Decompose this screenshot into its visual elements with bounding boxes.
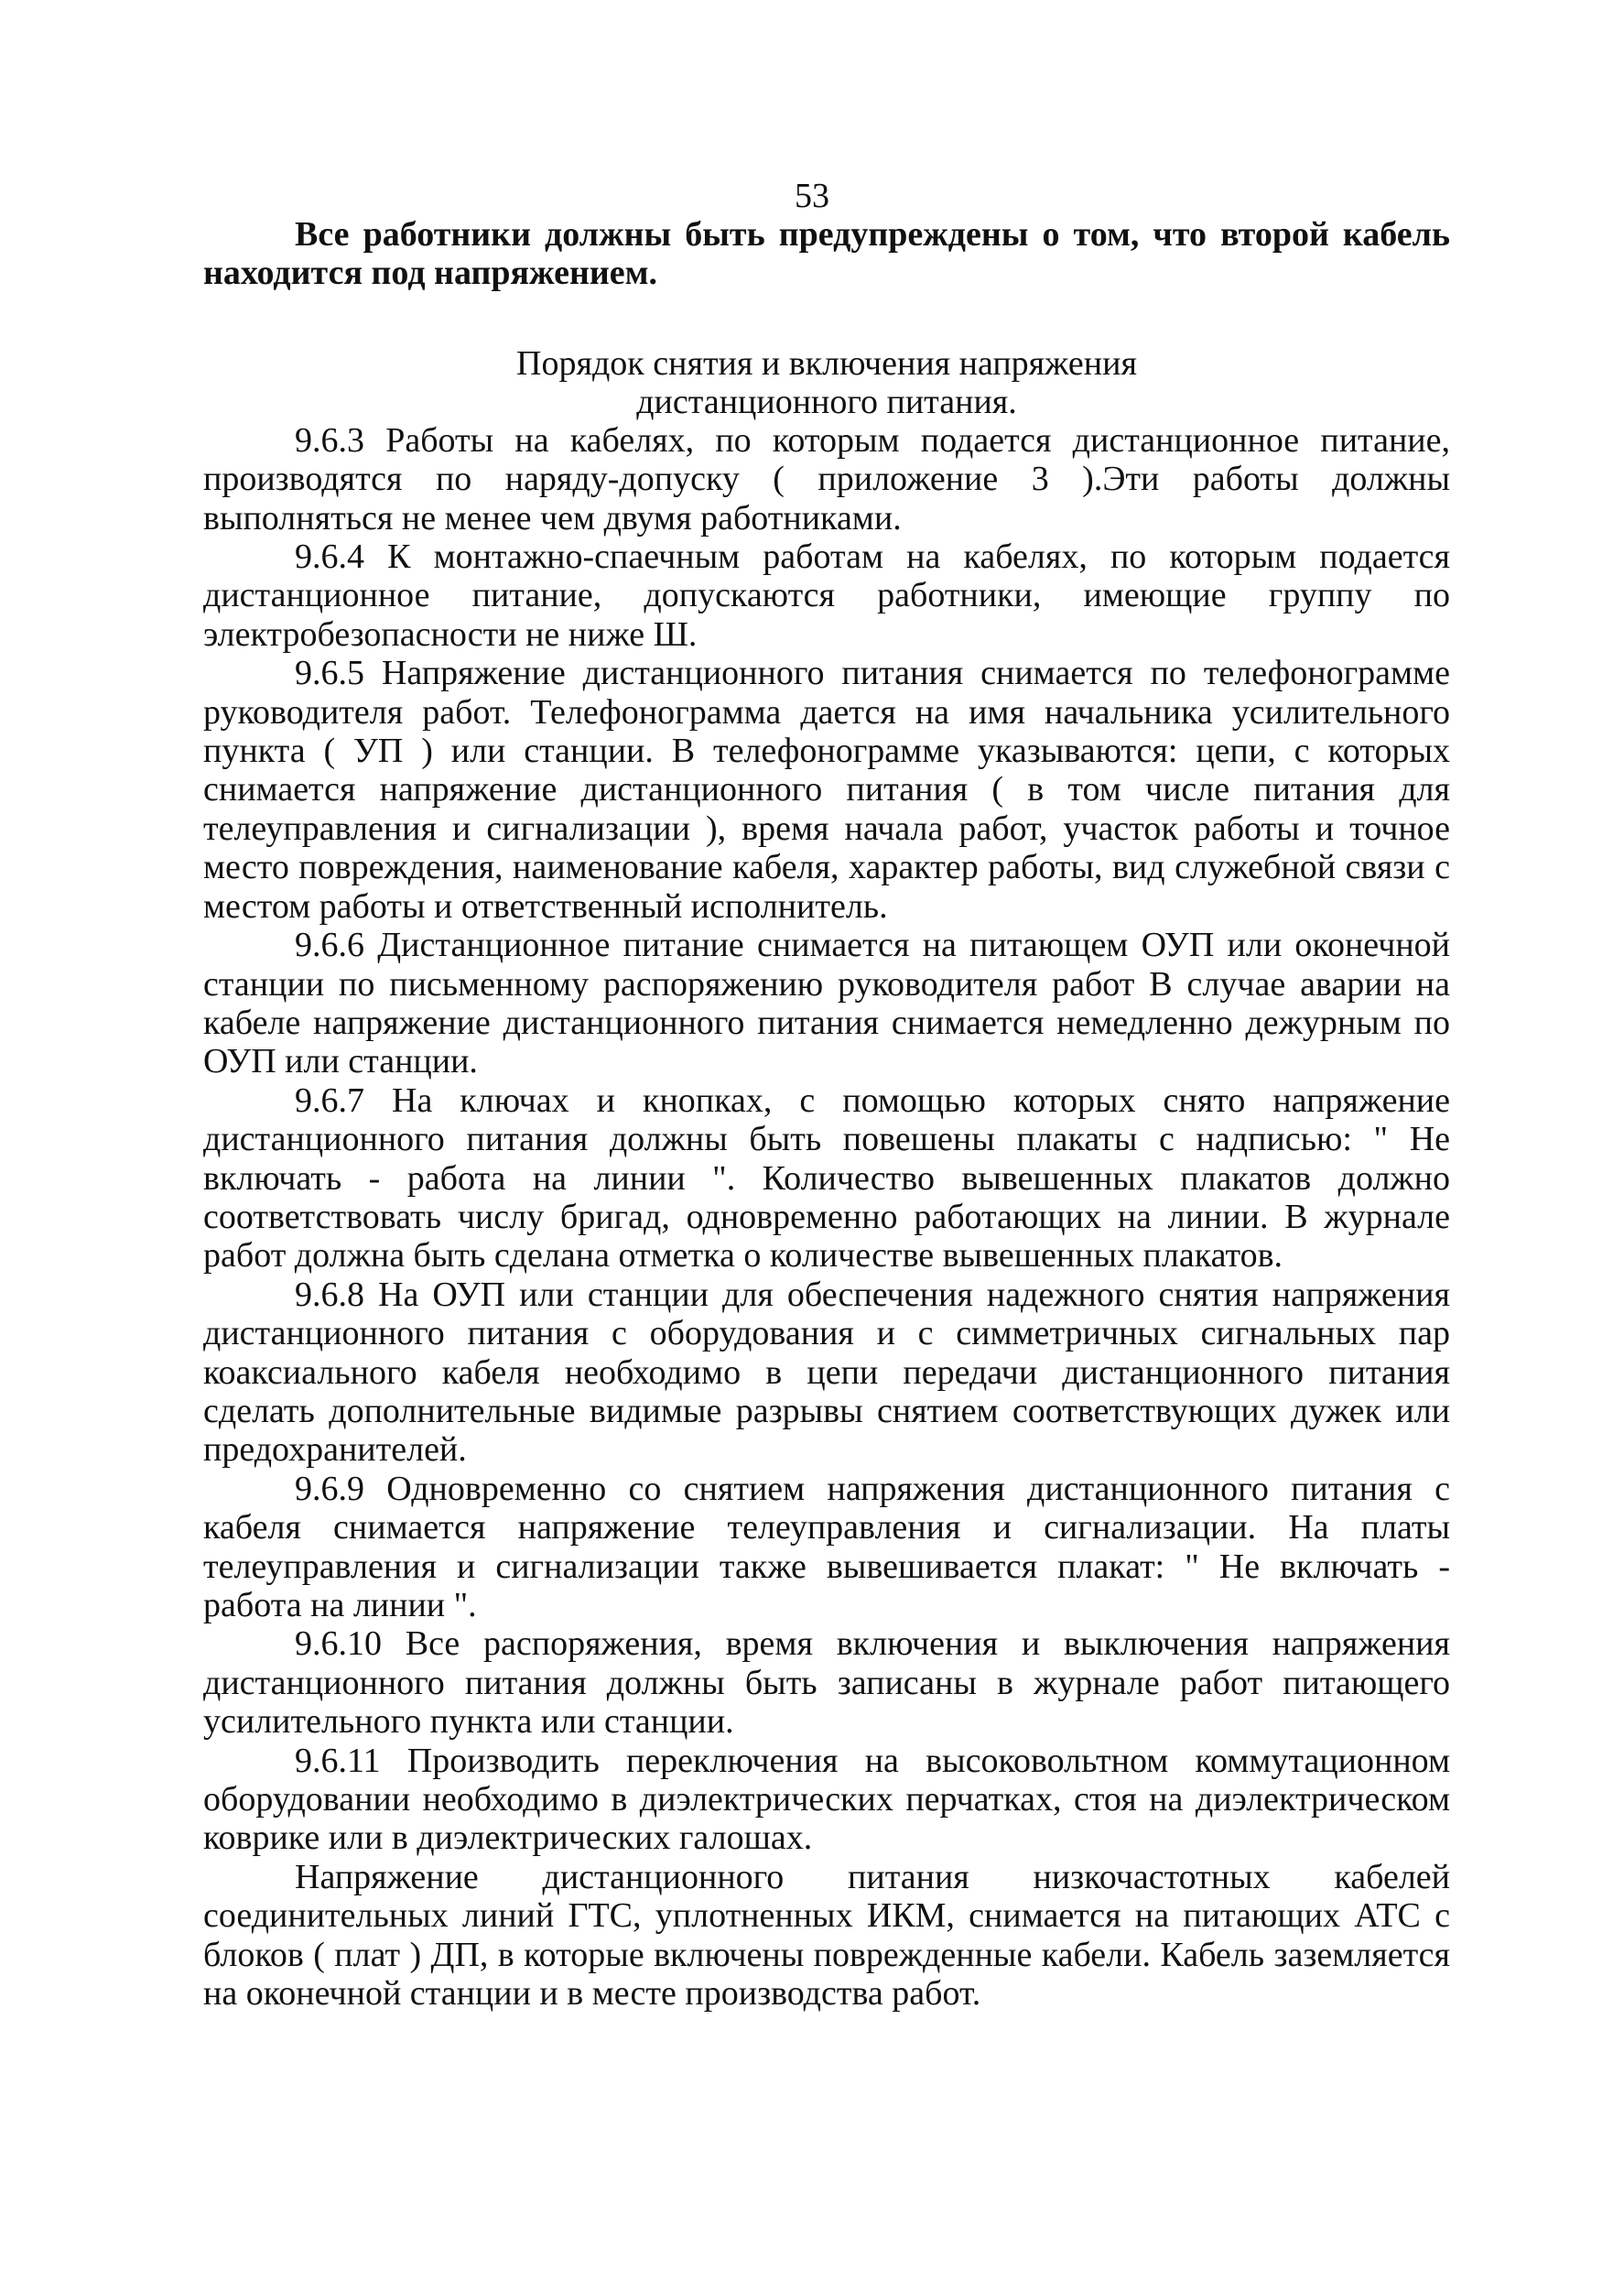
intro-warning: Все работники должны быть предупреждены о том, что второй кабель находится под напряжением. [203,215,1450,293]
section-heading [203,344,1450,421]
paragraph-9-6-3: 9.6.3 Работы на кабелях, по которым подается дистанционное питание, производятся по наряду-допуску ( приложение 3 ).Эти работы должны выполняться не менее чем двумя работниками. [203,420,1450,537]
paragraph-9-6-4: 9.6.4 К монтажно-спаечным работам на кабелях, по которым подается дистанционное питание, допускаются работники, имеющие группу по электробезопасности не ниже Ш. [203,537,1450,654]
paragraph-closing: Напряжение дистанционного питания низкочастотных кабелей соединительных линий ГТС, уплотненных ИКМ, снимается на питающих АТС с блоков ( плат ) ДП, в которые включены поврежденные кабели. Кабель заземляется на оконечной станции и в месте производства работ. [203,1857,1450,2014]
paragraph-9-6-10: 9.6.10 Все распоряжения, время включения и выключения напряжения дистанционного питания должны быть записаны в журнале работ питающего усилительного пункта или станции. [203,1624,1450,1742]
page-number: 53 [795,177,829,215]
section-heading-line-2: дистанционного питания. [636,382,1017,421]
section-heading-line-1: Порядок снятия и включения напряжения [516,343,1137,383]
page-body [203,215,1450,2013]
paragraph-9-6-8: 9.6.8 На ОУП или станции для обеспечения надежного снятия напряжения дистанционного питания с оборудования и с симметричных сигнальных пар коаксиального кабеля необходимо в цепи передачи дистанционного питания сделать дополнительные видимые разрывы снятием соответствующих дужек или предохранителей. [203,1275,1450,1470]
paragraph-9-6-6: 9.6.6 Дистанционное питание снимается на питающем ОУП или оконечной станции по письменному распоряжению руководителя работ В случае аварии на кабеле напряжение дистанционного питания снимается немедленно дежурным по ОУП или станции. [203,926,1450,1081]
paragraph-9-6-9: 9.6.9 Одновременно со снятием напряжения дистанционного питания с кабеля снимается напряжение телеуправления и сигнализации. На платы телеуправления и сигнализации также вывешивается плакат: " Не включать - работа на линии ". [203,1469,1450,1624]
paragraph-9-6-5: 9.6.5 Напряжение дистанционного питания снимается по телефонограмме руководителя работ. Телефонограмма дается на имя начальника усилительного пункта ( УП ) или станции. В телефонограмме указываются: цепи, с которых снимается напряжение дистанционного питания ( в том числе питания для телеуправления и сигнализации ), время начала работ, участок работы и точное место повреждения, наименование кабеля, характер работы, вид служебной связи с местом работы и ответственный исполнитель. [203,654,1450,926]
paragraph-9-6-7: 9.6.7 На ключах и кнопках, с помощью которых снято напряжение дистанционного питания должны быть повешены плакаты с надписью: " Не включать - работа на линии ". Количество вывешенных плакатов должно соответствовать числу бригад, одновременно работающих на линии. В журнале работ должна быть сделана отметка о количестве вывешенных плакатов. [203,1080,1450,1276]
paragraph-9-6-11: 9.6.11 Производить переключения на высоковольтном коммутационном оборудовании необходимо в диэлектрических перчатках, стоя на диэлектрическом коврике или в диэлектрических галошах. [203,1741,1450,1858]
